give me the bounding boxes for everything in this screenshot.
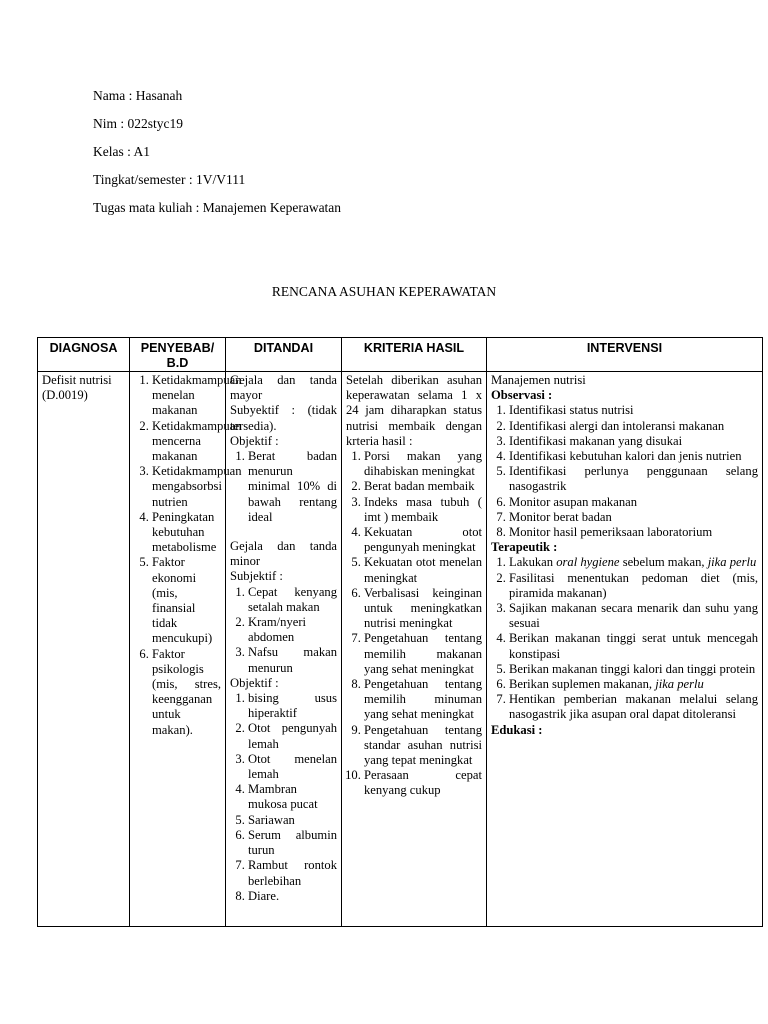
major-subjective: Subyektif : (tidak tersedia). xyxy=(230,403,337,433)
cell-signs xyxy=(226,372,342,927)
list-item: 5. Identifikasi perlunya penggunaan selang nasogastrik xyxy=(509,464,758,494)
list-item: 2. Otot pengunyah lemah xyxy=(248,721,337,751)
cell-criteria xyxy=(342,372,487,927)
student-class: Kelas : A1 xyxy=(93,144,150,159)
t1-text-c: sebelum makan, xyxy=(622,555,705,570)
student-level: Tingkat/semester : 1V/V111 xyxy=(93,172,246,187)
header-intervensi: INTERVENSI xyxy=(487,338,763,372)
list-item: 1. Porsi makan yang dihabiskan meningkat xyxy=(364,449,482,479)
course-name: Tugas mata kuliah : Manajemen Keperawatan xyxy=(93,200,342,215)
major-heading: Gejala dan tanda mayor xyxy=(230,373,337,403)
list-item: 5. Sariawan xyxy=(248,813,337,828)
minor-objective-label: Objektif : xyxy=(230,675,279,690)
list-item: 5. Berikan makanan tinggi kalori dan tinggi protein xyxy=(509,662,758,677)
cell-causes xyxy=(130,372,242,927)
t1-text-d: jika perlu xyxy=(707,555,757,570)
list-item: 4. Mambran mukosa pucat xyxy=(248,782,337,812)
list-item: 2. Kram/nyeri abdomen xyxy=(248,615,337,645)
major-objective-label: Objektif : xyxy=(230,433,279,448)
list-item: 1. Identifikasi status nutrisi xyxy=(509,403,758,418)
list-item: 4. Identifikasi kebutuhan kalori dan jenis nutrien xyxy=(509,449,758,464)
list-item: 5. Kekuatan otot menelan meningkat xyxy=(364,555,482,585)
list-item xyxy=(509,677,758,692)
list-item: 4. Kekuatan otot pengunyah meningkat xyxy=(364,525,482,555)
therapeutic-label: Terapeutik : xyxy=(491,540,558,555)
list-item: 3. Indeks masa tubuh ( imt ) membaik xyxy=(364,495,482,525)
list-item: 6. Monitor asupan makanan xyxy=(509,495,758,510)
header-diagnosa: DIAGNOSA xyxy=(38,338,130,372)
major-objective-list xyxy=(230,449,337,525)
list-item: 6. Serum albumin turun xyxy=(248,828,337,858)
cell-diagnosis xyxy=(38,372,130,927)
observation-list xyxy=(491,403,758,540)
list-item: 2. Identifikasi alergi dan intoleransi makanan xyxy=(509,419,758,434)
t6-text-a: Berikan suplemen makanan, xyxy=(509,677,653,692)
list-item: 7. Monitor berat badan xyxy=(509,510,758,525)
care-plan-table xyxy=(37,337,763,927)
therapeutic-list xyxy=(491,555,758,722)
causes-list xyxy=(134,373,242,738)
list-item: 5. Faktor ekonomi (mis, finansial tidak mencukupi) xyxy=(152,555,221,646)
student-name: Nama : Hasanah xyxy=(93,88,183,103)
list-item: 6. Faktor psikologis (mis, stres, keengganan untuk makan). xyxy=(152,647,221,738)
list-item: 4. Peningkatan kebutuhan metabolisme xyxy=(152,510,221,556)
list-item: 3. Sajikan makanan secara menarik dan suhu yang sesuai xyxy=(509,601,758,631)
cell-intervention xyxy=(487,372,763,927)
minor-subjective-label: Subjektif : xyxy=(230,569,283,584)
student-info xyxy=(93,88,341,228)
header-penyebab: PENYEBAB/ B.D xyxy=(130,338,226,372)
t6-text-b: jika perlu xyxy=(655,677,704,692)
observation-label: Observasi : xyxy=(491,388,553,403)
list-item: 3. Ketidakmampuan mengabsorbsi nutrien xyxy=(152,464,221,510)
list-item: 7. Rambut rontok berlebihan xyxy=(248,858,337,888)
t1-text-b: oral hygiene xyxy=(556,555,620,570)
list-item: 2. Fasilitasi menentukan pedoman diet (mis, piramida makanan) xyxy=(509,571,758,601)
t1-text-a: Lakukan xyxy=(509,555,554,570)
minor-heading: Gejala dan tanda minor xyxy=(230,539,337,569)
list-item: 8. Monitor hasil pemeriksaan laboratorium xyxy=(509,525,758,540)
student-nim: Nim : 022styc19 xyxy=(93,116,183,131)
list-item: 9. Pengetahuan tentang standar asuhan nutrisi yang tepat meningkat xyxy=(364,723,482,769)
criteria-intro: Setelah diberikan asuhan keperawatan selama 1 x 24 jam diharapkan status nutrisi membaik dengan krteria hasil : xyxy=(346,373,482,448)
header-kriteria: KRITERIA HASIL xyxy=(342,338,487,372)
list-item: 2. Berat badan membaik xyxy=(364,479,482,494)
list-item: 2. Ketidakmampuan mencerna makanan xyxy=(152,419,221,465)
table-row xyxy=(38,372,763,927)
list-item: 1. bising usus hiperaktif xyxy=(248,691,337,721)
list-item xyxy=(509,555,758,570)
document-title: RENCANA ASUHAN KEPERAWATAN xyxy=(271,284,497,299)
list-item: 6. Verbalisasi keinginan untuk meningkatkan nutrisi meningkat xyxy=(364,586,482,632)
list-item: 8. Pengetahuan tentang memilih minuman yang sehat meningkat xyxy=(364,677,482,723)
criteria-list xyxy=(346,449,482,799)
education-label: Edukasi : xyxy=(491,722,543,737)
list-item: 4. Berikan makanan tinggi serat untuk mencegah konstipasi xyxy=(509,631,758,661)
intervention-title: Manajemen nutrisi xyxy=(491,373,586,387)
list-item: 1. Cepat kenyang setalah makan xyxy=(248,585,337,615)
list-item: 3. Nafsu makan menurun xyxy=(248,645,337,675)
list-item: 7. Pengetahuan tentang memilih makanan yang sehat meningkat xyxy=(364,631,482,677)
list-item: 1. Ketidakmampuan menelan makanan xyxy=(152,373,221,419)
header-ditandai: DITANDAI xyxy=(226,338,342,372)
list-item: 3. Otot menelan lemah xyxy=(248,752,337,782)
list-item: 7. Hentikan pemberian makanan melalui selang nasogastrik jika asupan oral dapat ditoleransi xyxy=(509,692,758,722)
minor-objective-list xyxy=(230,691,337,904)
minor-subjective-list xyxy=(230,585,337,676)
list-item: 3. Identifikasi makanan yang disukai xyxy=(509,434,758,449)
list-item: 1. Berat badan menurun minimal 10% di bawah rentang ideal xyxy=(248,449,337,525)
table-header-row xyxy=(38,338,763,372)
diagnosis-text: Defisit nutrisi (D.0019) xyxy=(42,373,112,403)
list-item: 10. Perasaan cepat kenyang cukup xyxy=(364,768,482,798)
list-item: 8. Diare. xyxy=(248,889,337,904)
